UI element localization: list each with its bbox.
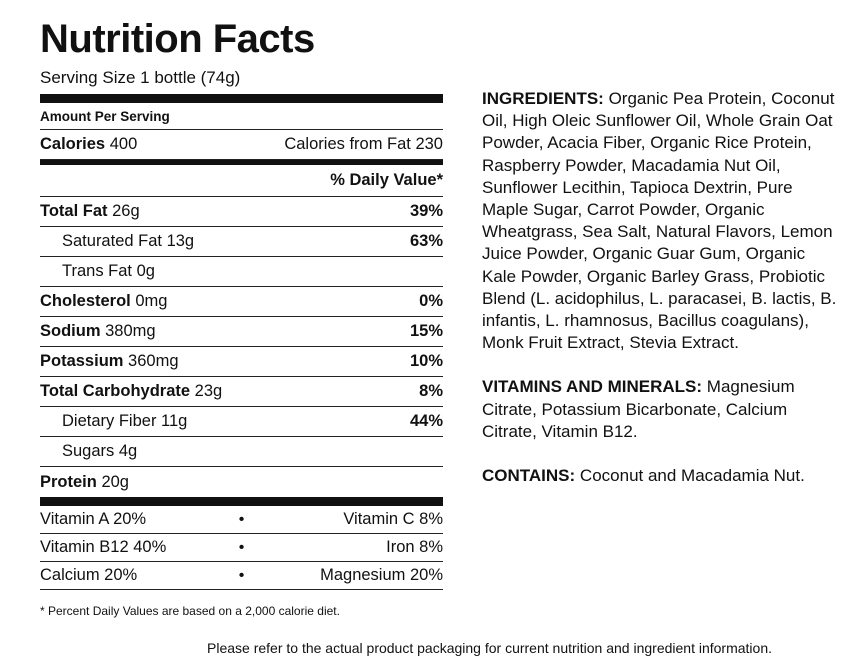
- nutrient-row-total-fat: [40, 197, 443, 227]
- contains-label: CONTAINS:: [482, 466, 576, 486]
- bullet: •: [238, 510, 245, 528]
- nutrient-row-total-carbohydrate: [40, 377, 443, 407]
- calories-value: 400: [109, 135, 138, 153]
- nutrient-dv: 44%: [409, 412, 443, 430]
- calories-label: Calories: [40, 135, 106, 153]
- bullet: •: [238, 538, 245, 556]
- nutrient-amount: 0mg: [135, 292, 168, 310]
- nutrient-amount: 23g: [194, 382, 223, 400]
- daily-value-header: [40, 165, 443, 197]
- daily-value-footnote: * Percent Daily Values are based on a 2,000 calorie diet.: [40, 604, 340, 618]
- nutrient-row-sugars: [40, 437, 443, 467]
- nutrient-row-dietary-fiber: [40, 407, 443, 437]
- vitamins-minerals-paragraph: [482, 376, 842, 443]
- packaging-disclaimer: Please refer to the actual product packaging for current nutrition and ingredient information.: [207, 640, 772, 656]
- vitamins-minerals-text: Magnesium Citrate, Potassium Bicarbonate, Calcium Citrate, Vitamin B12.: [482, 377, 795, 441]
- serving-size: Serving Size 1 bottle (74g): [40, 68, 241, 87]
- nutrient-row-protein: [40, 467, 443, 497]
- amount-per-serving-label: Amount Per Serving: [40, 108, 170, 124]
- calories-from-fat: Calories from Fat 230: [284, 135, 443, 153]
- amount-per-serving: [40, 103, 443, 130]
- thick-divider: [40, 94, 443, 103]
- nutrient-dv: 15%: [409, 322, 443, 340]
- nutrient-row-potassium: [40, 347, 443, 377]
- nutrient-amount: 26g: [112, 202, 140, 220]
- vitamins-minerals-label: VITAMINS AND MINERALS:: [482, 377, 703, 397]
- vitamin-right: Vitamin C 8%: [343, 510, 443, 528]
- page-title: Nutrition Facts: [40, 17, 315, 61]
- vitamin-left: Vitamin A 20%: [40, 510, 147, 528]
- nutrient-label: Sugars: [62, 442, 115, 460]
- nutrient-label: Dietary Fiber: [62, 412, 157, 430]
- nutrient-row-saturated-fat: [40, 227, 443, 257]
- nutrient-dv: 8%: [419, 382, 443, 400]
- nutrient-label: Saturated Fat: [62, 232, 162, 250]
- calories-row: [40, 130, 443, 160]
- nutrient-label: Total Carbohydrate: [40, 382, 191, 400]
- nutrient-amount: 4g: [118, 442, 138, 460]
- ingredients-label: INGREDIENTS:: [482, 89, 604, 108]
- contains-paragraph: [482, 465, 842, 487]
- nutrient-label: Sodium: [40, 322, 101, 340]
- vitamin-row: [40, 562, 443, 590]
- vitamin-row: [40, 506, 443, 534]
- nutrient-dv: 10%: [409, 352, 443, 370]
- nutrient-label: Trans Fat: [62, 262, 132, 280]
- vitamin-right: Iron 8%: [386, 538, 443, 556]
- nutrient-label: Cholesterol: [40, 292, 131, 310]
- vitamin-right: Magnesium 20%: [320, 566, 443, 584]
- nutrient-amount: 360mg: [128, 352, 179, 370]
- ingredients-text: Organic Pea Protein, Coconut Oil, High Oleic Sunflower Oil, Whole Grain Oat Powder, Acacia Fiber, Organic Rice Protein, Raspberry Powder, Macadamia Nut Oil, Sunflower Lecithin, Tapioca Dextrin, Pure Maple Sugar, Carrot Powder, Organic Wheatgrass, Sea Salt, Natural Flavors, Lemon Juice Powder, Organic Guar Gum, Organic Kale Powder, Organic Barley Grass, Probiotic Blend (L. acidophilus, L. paracasei, B. lactis, B. infantis, L. rhamnosus, Bacillus coagulans), Monk Fruit Extract, Stevia Extract.: [482, 89, 837, 353]
- thick-divider: [40, 497, 443, 506]
- ingredients-paragraph: [482, 88, 842, 354]
- ingredients-panel: [482, 88, 842, 509]
- nutrient-row-trans-fat: [40, 257, 443, 287]
- nutrient-amount: 20g: [101, 472, 129, 491]
- nutrient-row-sodium: [40, 317, 443, 347]
- daily-value-header-label: % Daily Value*: [330, 171, 443, 189]
- nutrient-amount: 11g: [161, 412, 188, 430]
- contains-text: Coconut and Macadamia Nut.: [579, 466, 805, 486]
- nutrient-label: Total Fat: [40, 202, 108, 220]
- nutrition-facts-panel: [40, 16, 443, 618]
- nutrient-dv: 63%: [409, 232, 443, 250]
- vitamin-left: Vitamin B12 40%: [40, 538, 167, 556]
- nutrient-row-cholesterol: [40, 287, 443, 317]
- vitamin-row: [40, 534, 443, 562]
- bullet: •: [238, 566, 245, 584]
- nutrient-dv: 39%: [409, 202, 443, 220]
- nutrient-amount: 13g: [166, 232, 195, 250]
- nutrient-amount: 0g: [136, 262, 155, 280]
- nutrient-label: Protein: [40, 472, 97, 491]
- nutrient-amount: 380mg: [105, 322, 156, 340]
- nutrient-label: Potassium: [40, 352, 124, 370]
- nutrient-dv: 0%: [419, 292, 443, 310]
- vitamin-left: Calcium 20%: [40, 566, 138, 584]
